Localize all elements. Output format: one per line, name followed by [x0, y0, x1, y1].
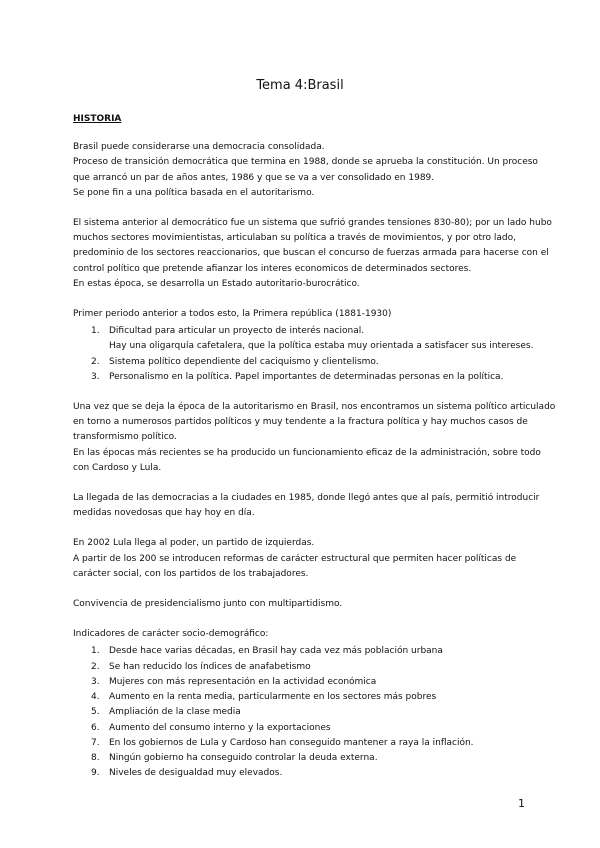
- text-line: La llegada de las democracias a la ciudades en 1985, donde llegó antes que al país, permitió introducir: [73, 493, 540, 504]
- text-line: medidas novedosas que hay hoy en día.: [73, 508, 255, 519]
- text-line: Brasil puede considerarse una democracia consolidada.: [73, 142, 325, 153]
- list-number: 9.: [91, 768, 100, 779]
- text-line: carácter social, con los partidos de los trabajadores.: [73, 568, 309, 579]
- text-line: A partir de los 200 se introducen reformas de carácter estructural que permiten hacer políticas de: [73, 553, 517, 564]
- text-line: transformismo político.: [73, 432, 177, 443]
- list-number: 1.: [91, 326, 100, 337]
- list-text: Ampliación de la clase media: [109, 707, 241, 718]
- list-text: Aumento del consumo interno y la exportaciones: [109, 722, 331, 733]
- text-line: control político que pretende afianzar los interes economicos de determinados sectores.: [73, 263, 472, 274]
- text-line: Proceso de transición democrática que termina en 1988, donde se aprueba la constitución. Un proceso: [73, 157, 538, 168]
- list-text: Niveles de desigualdad muy elevados.: [109, 768, 283, 779]
- numbered-list-republic: [73, 324, 533, 385]
- paragraph-7: [73, 597, 533, 612]
- text-line: predominio de los sectores reaccionarios, que buscan el concurso de fuerzas armada para hacerse con el: [73, 248, 549, 259]
- text-line: muchos sectores movimientistas, articulaban su política a través de movimientos, y por otro lado,: [73, 233, 516, 244]
- list-text-continuation: Hay una oligarquía cafetalera, que la política estaba muy orientada a satisfacer sus intereses.: [109, 341, 534, 352]
- list-text: Dificultad para articular un proyecto de interés nacional.: [109, 326, 365, 337]
- list-text: Sistema político dependiente del caciquismo y clientelismo.: [109, 356, 379, 367]
- text-line: en torno a numerosos partidos políticos y muy tendente a la fractura política y hay muchos casos de: [73, 417, 528, 428]
- paragraph-4: [73, 400, 556, 476]
- list-number: 5.: [91, 707, 100, 718]
- text-line: que arrancó un par de años antes, 1986 y que se va a ver consolidado en 1989.: [73, 172, 435, 183]
- list-item: [73, 705, 533, 720]
- list-text: Se han reducido los índices de anafabetismo: [109, 661, 311, 672]
- list-item: [73, 370, 533, 385]
- list-text: Personalismo en la política. Papel importantes de determinadas personas en la política.: [109, 371, 504, 382]
- text-line: con Cardoso y Lula.: [73, 462, 162, 473]
- document-title: Tema 4:Brasil: [256, 78, 344, 93]
- list-number: 2.: [91, 356, 100, 367]
- text-line: Se pone fin a una política basada en el autoritarismo.: [73, 187, 315, 198]
- section-heading: HISTORIA: [73, 114, 122, 124]
- text-line: El sistema anterior al democrático fue un sistema que sufrió grandes tensiones 830-80); por un lado hubo: [73, 218, 552, 229]
- text-line: Una vez que se deja la época de la autoritarismo en Brasil, nos encontramos un sistema político articulado: [73, 402, 556, 413]
- list-number: 4.: [91, 692, 100, 703]
- paragraph-8-intro: [73, 627, 533, 642]
- list-text: Ningún gobierno ha conseguido controlar la deuda externa.: [109, 752, 378, 763]
- list-number: 8.: [91, 752, 100, 763]
- paragraph-3-intro: [73, 307, 533, 322]
- list-number: 6.: [91, 722, 100, 733]
- list-item: [73, 751, 533, 766]
- list-number: 2.: [91, 661, 100, 672]
- text-line: En las épocas más recientes se ha producido un funcionamiento eficaz de la administración, sobre todo: [73, 447, 541, 458]
- paragraph-5: [73, 491, 540, 521]
- list-item: [73, 355, 533, 370]
- list-item: [73, 690, 533, 705]
- list-item: [73, 721, 533, 736]
- paragraph-1: [73, 140, 538, 201]
- list-number: 1.: [91, 646, 100, 657]
- text-line: En estas época, se desarrolla un Estado autoritario-burocrático.: [73, 278, 360, 289]
- list-item: [73, 644, 533, 659]
- paragraph-6: [73, 536, 533, 582]
- text-line: Indicadores de carácter socio-demográfico:: [73, 629, 269, 640]
- list-item: [73, 766, 533, 781]
- list-item: [73, 675, 533, 690]
- text-line: Convivencia de presidencialismo junto con multipartidismo.: [73, 599, 343, 610]
- text-line: En 2002 Lula llega al poder, un partido de izquierdas.: [73, 538, 315, 549]
- page-number: 1: [518, 797, 525, 810]
- list-text: Mujeres con más representación en la actividad económica: [109, 676, 377, 687]
- numbered-list-indicators: [73, 644, 533, 781]
- list-item: [73, 324, 533, 354]
- list-number: 7.: [91, 737, 100, 748]
- paragraph-2: [73, 216, 552, 292]
- list-number: 3.: [91, 676, 100, 687]
- list-text: Desde hace varias décadas, en Brasil hay cada vez más población urbana: [109, 646, 443, 657]
- document-body: [73, 112, 556, 796]
- list-item: [73, 660, 533, 675]
- list-item: [73, 736, 533, 751]
- list-number: 3.: [91, 371, 100, 382]
- list-text: En los gobiernos de Lula y Cardoso han conseguido mantener a raya la inflación.: [109, 737, 474, 748]
- text-line: Primer periodo anterior a todos esto, la Primera república (1881-1930): [73, 309, 392, 320]
- list-text: Aumento en la renta media, particularmente en los sectores más pobres: [109, 692, 437, 703]
